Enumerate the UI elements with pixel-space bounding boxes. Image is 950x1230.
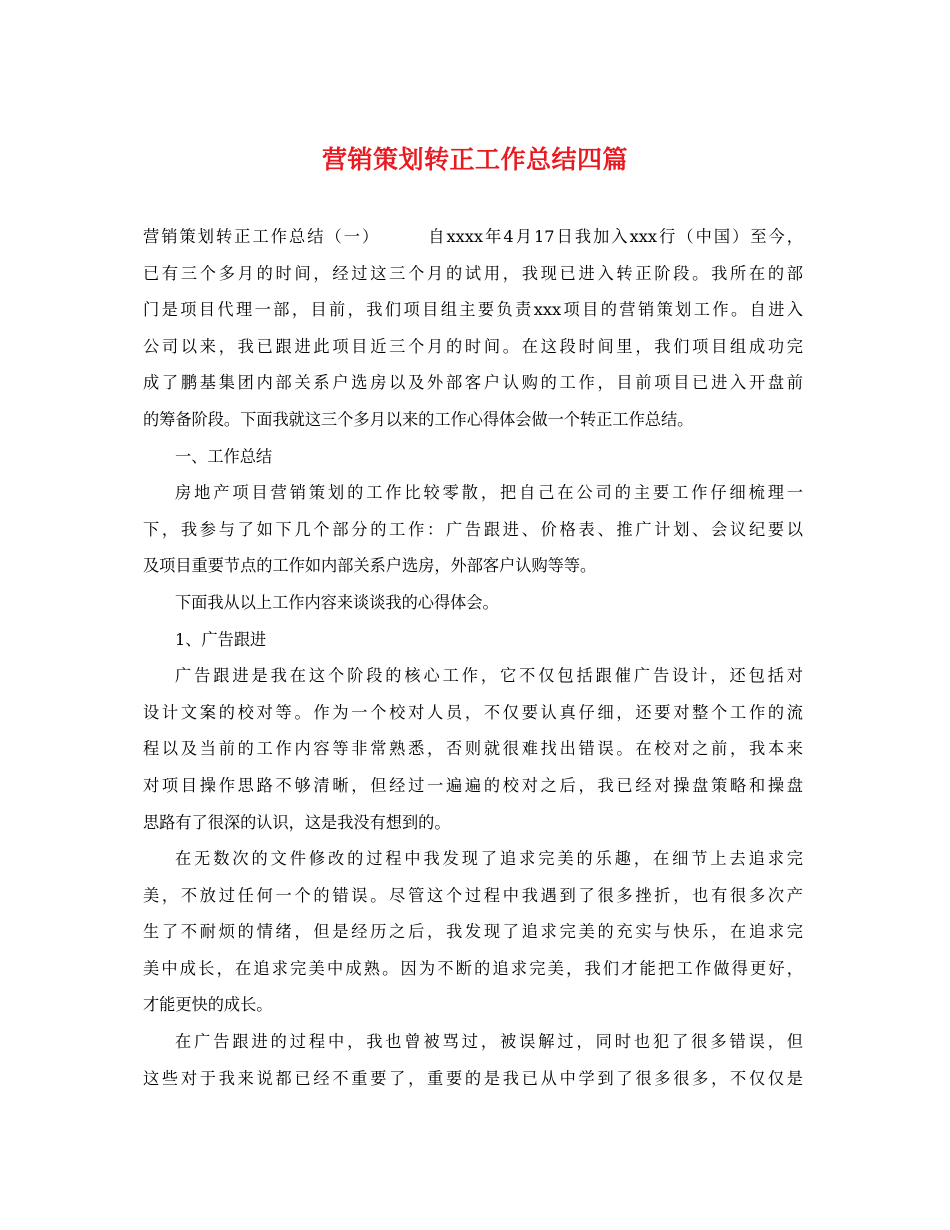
paragraph-line: 思路有了很深的认识，这是我没有想到的。 — [143, 812, 451, 832]
section-heading: 营销策划转正工作总结（一） — [143, 227, 381, 246]
paragraph-line: 生了不耐烦的情绪，但是经历之后，我发现了追求完美的充实与快乐，在追求完 — [143, 922, 803, 942]
paragraph-line: 门是项目代理一部，目前，我们项目组主要负责xxx项目的营销策划工作。自进入 — [143, 300, 803, 320]
paragraph-line: 程以及当前的工作内容等非常熟悉，否则就很难找出错误。在校对之前，我本来 — [143, 739, 803, 759]
paragraph-line: 这些对于我来说都已经不重要了，重要的是我已从中学到了很多很多，不仅仅是 — [143, 1068, 803, 1088]
paragraph-line: 房地产项目营销策划的工作比较零散，把自己在公司的主要工作仔细梳理一 — [175, 483, 803, 503]
paragraph-line: 已有三个多月的时间，经过这三个月的试用，我现已进入转正阶段。我所在的部 — [143, 263, 803, 283]
paragraph-line: 成了鹏基集团内部关系户选房以及外部客户认购的工作，目前项目已进入开盘前 — [143, 373, 803, 393]
paragraph-line: 广告跟进是我在这个阶段的核心工作，它不仅包括跟催广告设计，还包括对 — [175, 666, 803, 686]
paragraph-line: 的筹备阶段。下面我就这三个多月以来的工作心得体会做一个转正工作总结。 — [143, 409, 694, 429]
paragraph-line: 在无数次的文件修改的过程中我发现了追求完美的乐趣，在细节上去追求完 — [175, 849, 803, 869]
document-body — [143, 219, 803, 1097]
paragraph-line: 对项目操作思路不够清晰，但经过一遍遍的校对之后，我已经对操盘策略和操盘 — [143, 775, 803, 795]
document-title: 营销策划转正工作总结四篇 — [321, 145, 628, 174]
paragraph-line: 在广告跟进的过程中，我也曾被骂过，被误解过，同时也犯了很多错误，但 — [175, 1032, 803, 1052]
paragraph-line: 下面我从以上工作内容来谈谈我的心得体会。 — [175, 592, 499, 612]
paragraph-line: 美，不放过任何一个的错误。尽管这个过程中我遇到了很多挫折，也有很多次产 — [143, 885, 803, 905]
paragraph-line: 下，我参与了如下几个部分的工作：广告跟进、价格表、推广计划、会议纪要以 — [143, 519, 803, 539]
paragraph-line — [143, 219, 803, 256]
paragraph-line: 设计文案的校对等。作为一个校对人员，不仅要认真仔细，还要对整个工作的流 — [143, 702, 803, 722]
paragraph-line: 公司以来，我已跟进此项目近三个月的时间。在这段时间里，我们项目组成功完 — [143, 336, 803, 356]
paragraph-line: 才能更快的成长。 — [143, 995, 273, 1015]
paragraph-line: 及项目重要节点的工作如内部关系户选房，外部客户认购等等。 — [143, 556, 597, 576]
paragraph-line: 美中成长，在追求完美中成熟。因为不断的追求完美，我们才能把工作做得更好， — [143, 958, 803, 978]
section-heading: 一、工作总结 — [175, 446, 273, 466]
section-heading: 1、广告跟进 — [175, 629, 267, 649]
paragraph-text: 自xxxx年4月17日我加入xxx行（中国）至今， — [426, 227, 803, 246]
